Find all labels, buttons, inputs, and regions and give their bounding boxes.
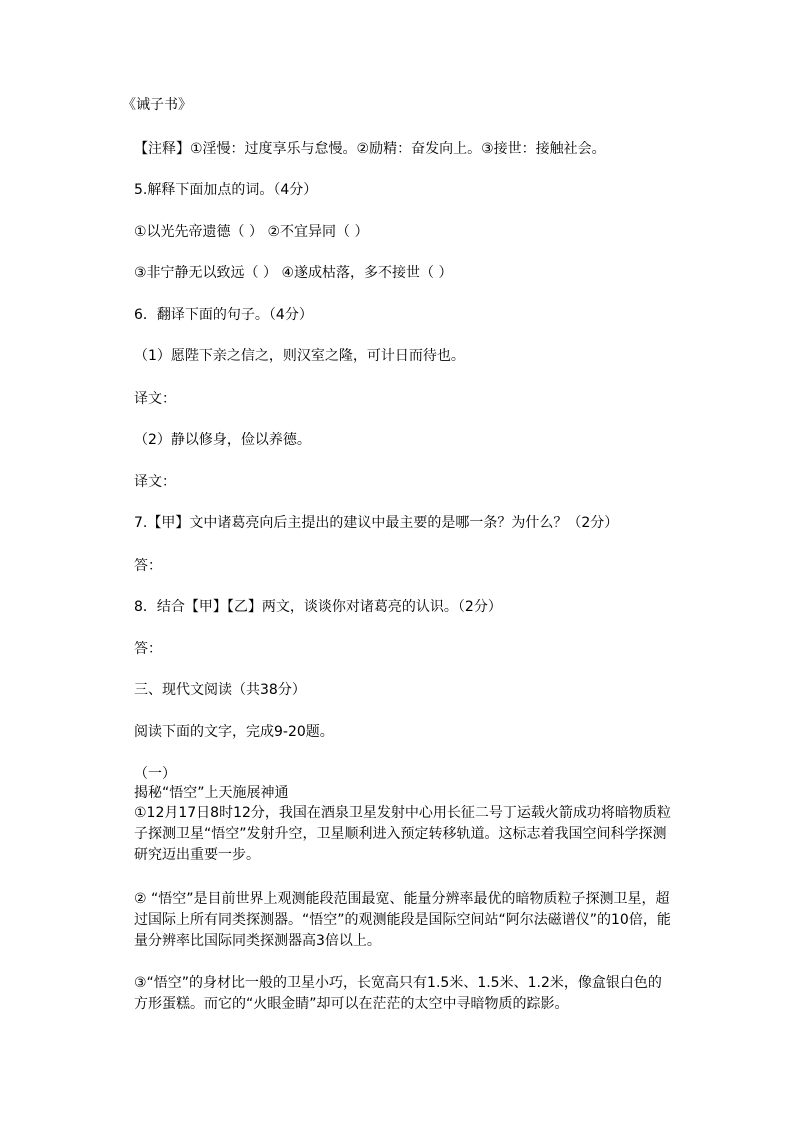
question-8-answer-label: 答：: [134, 641, 162, 657]
section-3-intro: 阅读下面的文字，完成9-20题。: [134, 724, 334, 740]
article-paragraph-3: ③“悟空”的身材比一般的卫星小巧，长宽高只有1.5米、1.5米、1.2米，像盒银白色的方形蛋糕。而它的“火眼金睛”却可以在茫茫的太空中寻暗物质的踪影。: [134, 975, 662, 1012]
article-headline: 揭秘“悟空”上天施展神通: [134, 785, 289, 801]
article-paragraph-2: ② “悟空”是目前世界上观测能段范围最宽、能量分辨率最优的暗物质粒子探测卫星，超过国际上所有同类探测器。“悟空”的观测能段是国际空间站“阿尔法磁谱仪”的10倍，能量分辨率比国际同类探测器高3倍以上。: [134, 891, 671, 949]
question-5-stem: 5.解释下面加点的词。（4分）: [134, 182, 318, 198]
question-6-sentence-1: （1）愿陛下亲之信之，则汉室之隆，可计日而待也。: [134, 348, 465, 364]
question-6-stem: 6．翻译下面的句子。（4分）: [134, 307, 313, 323]
question-5-line-2: ③非宁静无以致远（ ） ④遂成枯落，多不接世（ ）: [134, 265, 453, 281]
question-6-answer-2-label: 译文：: [134, 474, 176, 490]
document-title: 《诫子书》: [122, 97, 192, 113]
question-7-answer-label: 答：: [134, 558, 162, 574]
section-3-heading: 三、现代文阅读（共38分）: [134, 682, 306, 698]
annotation-note: 【注释】①淫慢：过度享乐与怠慢。②励精：奋发向上。③接世：接触社会。: [134, 141, 606, 157]
article-paragraph-1: ①12月17日8时12分，我国在酒泉卫星发射中心用长征二号丁运载火箭成功将暗物质粒子探测卫星“悟空”发射升空，卫星顺利进入预定转移轨道。这标志着我国空间科学探测研究迈出重要一步。: [134, 805, 671, 863]
question-6-sentence-2: （2）静以修身，俭以养德。: [134, 432, 311, 448]
question-5-line-1: ①以光先帝遗德（ ） ②不宜异同（ ）: [134, 224, 369, 240]
question-8-stem: 8．结合【甲】【乙】两文，谈谈你对诸葛亮的认识。（2分）: [134, 599, 502, 615]
question-6-answer-1-label: 译文：: [134, 391, 176, 407]
part-1-label: （一）: [134, 766, 176, 782]
question-7-stem: 7.【甲】文中诸葛亮向后主提出的建议中最主要的是哪一条？为什么？（2分）: [134, 515, 619, 531]
